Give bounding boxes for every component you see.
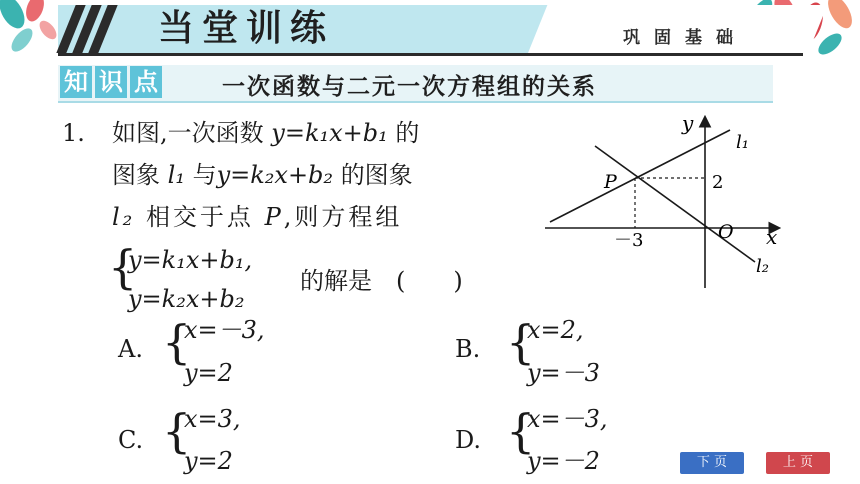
line-l1 [550, 130, 730, 222]
option-a-label: A. [118, 335, 143, 363]
tag-char: 点 [130, 66, 162, 98]
option-a-eq2: y=2 [184, 359, 233, 387]
page-title: 当堂训练 [158, 8, 335, 49]
question-text: 相交于点 [145, 203, 254, 231]
point-p-label: P [604, 171, 617, 193]
l2-label: l₂ [756, 256, 769, 277]
option-c-brace: { [162, 404, 192, 458]
function-graph [540, 110, 790, 290]
option-d-label: D. [455, 426, 482, 454]
option-c-eq2: y=2 [184, 447, 233, 475]
y-axis-label: y [682, 111, 694, 135]
option-b-brace: { [506, 315, 536, 369]
question-line-2 [112, 160, 413, 190]
origin-label: O [718, 221, 734, 243]
option-b-eq2: y=－3 [527, 359, 600, 387]
knowledge-point-title: 一次函数与二元一次方程组的关系 [222, 74, 597, 100]
question-text: 与 [192, 161, 217, 189]
question-text: 的图象 [340, 161, 413, 189]
point-label: P [264, 203, 284, 231]
question-text: 图象 [112, 161, 160, 189]
l1-label: l₁ [736, 132, 749, 153]
system-brace: { [108, 240, 138, 294]
function-formula-1: y=k₁x+b₁ [271, 119, 388, 147]
function-formula-2: y=k₂x+b₂ [216, 161, 334, 189]
question-text: 的 [395, 119, 420, 147]
page-subtitle: 巩固基础 [623, 28, 747, 48]
x-axis-label: x [766, 225, 778, 249]
option-c-eq1: x=3, [184, 405, 241, 433]
option-d-eq1: x=－3, [527, 405, 608, 433]
tick-x-label: －3 [614, 230, 644, 251]
question-line-3 [112, 202, 402, 232]
tag-char: 知 [60, 66, 92, 98]
tick-y-label: 2 [712, 172, 724, 193]
system-equation-2: y=k₂x+b₂ [128, 285, 245, 313]
next-page-button[interactable]: 下 页 [680, 452, 744, 474]
system-equation-1: y=k₁x+b₁, [128, 246, 253, 274]
knowledge-point-tag [60, 66, 162, 98]
tag-char: 识 [95, 66, 127, 98]
question-tail: 的解是 ( ) [300, 267, 463, 295]
question-line-1 [112, 118, 419, 148]
option-a-brace: { [162, 315, 192, 369]
option-d-brace: { [506, 404, 536, 458]
option-b-eq1: x=2, [527, 316, 584, 344]
option-b-label: B. [455, 335, 481, 363]
option-d-eq2: y=－2 [527, 447, 600, 475]
option-a-eq1: x=－3, [184, 316, 265, 344]
line-label-l1: l₁ [167, 161, 185, 189]
question-text: ,则方程组 [283, 203, 403, 231]
question-number: 1. [62, 119, 85, 147]
prev-page-button[interactable]: 上 页 [766, 452, 830, 474]
option-c-label: C. [118, 426, 144, 454]
header-banner [58, 5, 803, 56]
question-text: 如图,一次函数 [112, 119, 264, 147]
line-label-l2: l₂ [112, 203, 136, 231]
